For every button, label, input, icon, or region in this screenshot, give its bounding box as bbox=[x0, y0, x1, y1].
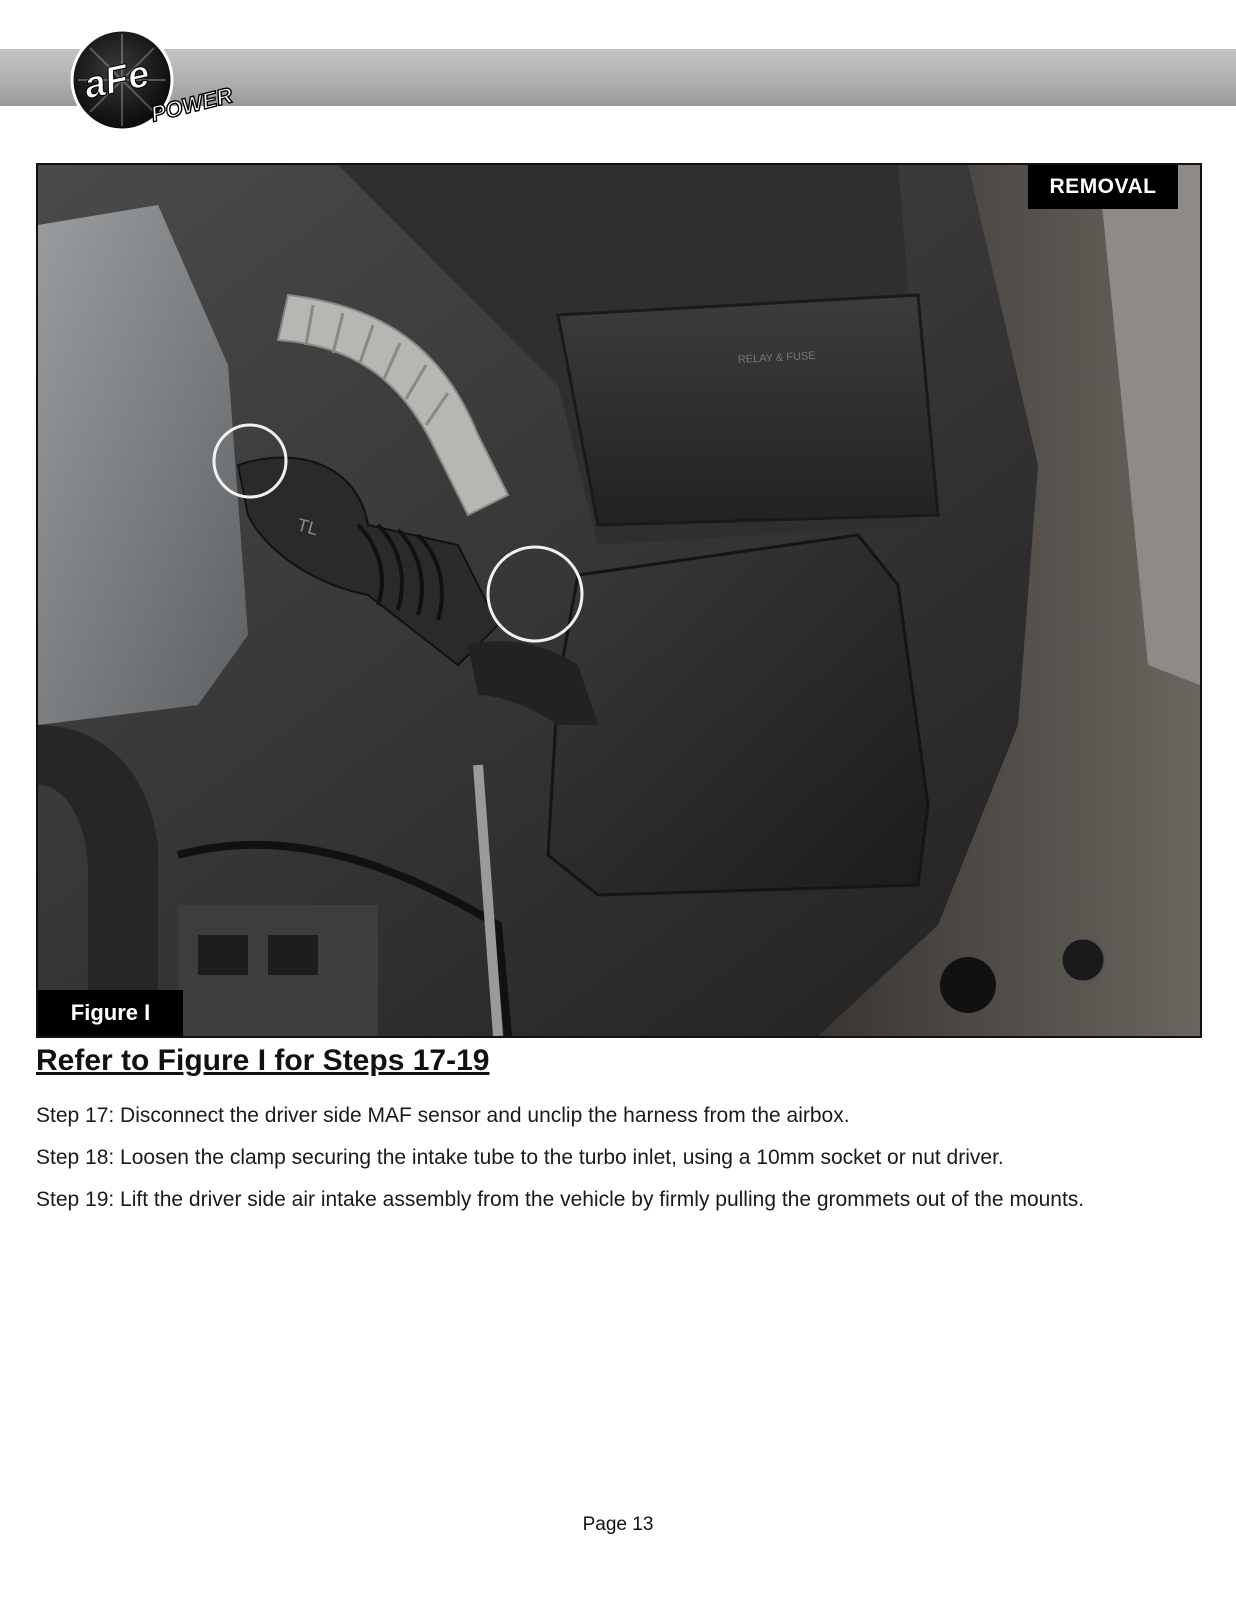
tube-marking-label: TL bbox=[294, 514, 321, 540]
step-18: Step 18: Loosen the clamp securing the intake tube to the turbo inlet, using a 10mm socket or nut driver. bbox=[36, 1146, 1004, 1169]
figure-photo bbox=[36, 163, 1202, 1038]
figure-caption: Figure I bbox=[38, 990, 183, 1036]
step-17: Step 17: Disconnect the driver side MAF sensor and unclip the harness from the airbox. bbox=[36, 1104, 850, 1127]
removal-badge: REMOVAL bbox=[1028, 165, 1178, 209]
step-19: Step 19: Lift the driver side air intake assembly from the vehicle by firmly pulling the grommets out of the mounts. bbox=[36, 1188, 1085, 1211]
fuse-box-label: RELAY & FUSE bbox=[737, 349, 816, 366]
page-number: Page 13 bbox=[582, 1514, 654, 1535]
steps-list bbox=[36, 1095, 1206, 1221]
section-heading: Refer to Figure I for Steps 17-19 bbox=[36, 1044, 490, 1077]
engine-bay-illustration bbox=[38, 165, 1200, 1036]
afe-power-logo bbox=[70, 26, 240, 136]
logo-sub-text: POWER bbox=[148, 82, 235, 127]
logo-brand-text: aFe bbox=[80, 52, 154, 108]
